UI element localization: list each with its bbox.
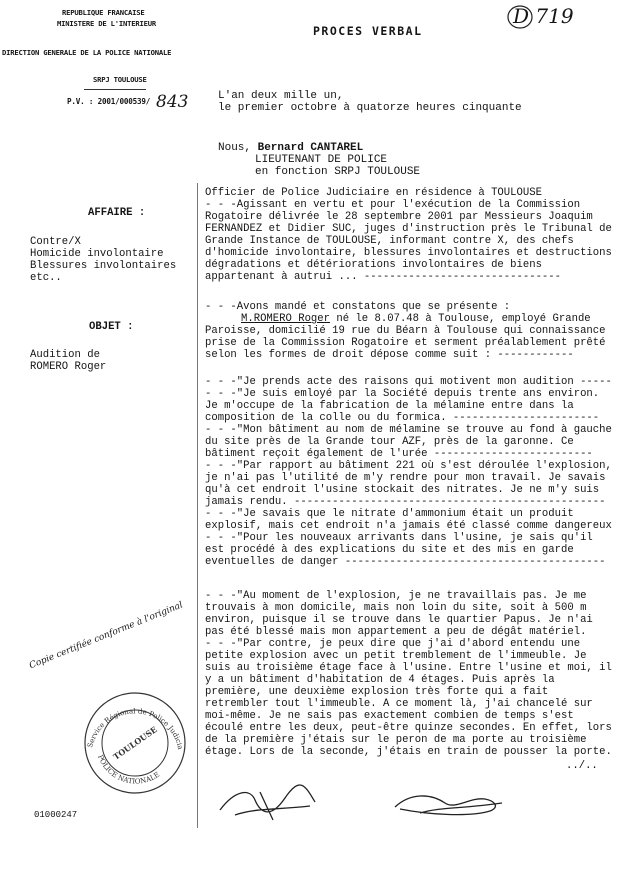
body-line: première, une deuxième explosion très forte qui a fait <box>205 686 549 698</box>
body-line: - - -"Pour les nouveaux arrivants dans l'usine, je sais qu'il <box>205 532 593 544</box>
body-line: Je m'occupe de la fabrication de la mélamine entre dans la <box>205 400 574 412</box>
body-line: prise de la Commission Rogatoire et serment préalablement prêté <box>205 337 606 349</box>
stamp-bottom-text: POLICE NATIONALE <box>96 753 162 786</box>
header-service: SRPJ TOULOUSE <box>93 75 147 84</box>
body-line: étage. Lors de la seconde, j'étais en train de pousser la porte. <box>205 746 612 758</box>
body-line: - - -"Mon bâtiment au nom de mélamine se trouve au fond à gauche <box>205 424 612 436</box>
document-title: PROCES VERBAL <box>313 24 423 38</box>
body-line: moi-même. Je ne sais pas exactement combien de temps s'est <box>205 710 574 722</box>
affaire-label: AFFAIRE : <box>88 207 146 219</box>
body-line: Officier de Police Judiciaire en résidence à TOULOUSE <box>205 187 542 199</box>
certified-copy-note: Copie certifiée conforme à l'original <box>28 600 185 672</box>
body-line: retrembler tout l'immeuble. A ce moment là, j'ai chancelé sur <box>205 698 593 710</box>
body-line: est procédé à des explications du site et des mis en garde <box>205 544 574 556</box>
body-line: - - -"Je savais que le nitrate d'ammonium était un produit <box>205 508 574 520</box>
body-line-witness <box>241 313 591 325</box>
objet-line: Audition de <box>30 349 100 361</box>
body-line: y a un bâtiment d'habitation de 4 étages. Puis après la <box>205 674 555 686</box>
body-line: pas été blessé mais mon appartement a peu de dégât matériel. <box>205 626 587 638</box>
signature-officer <box>390 785 510 825</box>
witness-name: M.ROMERO Roger <box>241 313 331 325</box>
affaire-line: Blessures involontaires <box>30 260 177 272</box>
police-stamp <box>77 682 190 798</box>
body-line: selon les formes de droit dépose comme suit : ------------ <box>205 349 574 361</box>
stamp-top-text: Service Régional de Police Judiciaire <box>77 682 185 751</box>
signature-witness <box>215 780 325 830</box>
body-line: - - -"Par rapport au bâtiment 221 où s'est déroulée l'explosion, <box>205 460 612 472</box>
opening-line-1: L'an deux mille un, <box>218 90 344 102</box>
witness-details: né le 8.07.48 à Toulouse, employé Grande <box>330 313 591 325</box>
officer-function: en fonction SRPJ TOULOUSE <box>255 166 421 178</box>
body-line: je n'ai pas l'utilité de m'y rendre pour mon travail. Je savais <box>205 472 606 484</box>
affaire-line: Homicide involontaire <box>30 248 164 260</box>
body-line: bâtiment reçoit également de l'urée ------------------------- <box>205 448 593 460</box>
body-line: - - -Avons mandé et constatons que se présente : <box>205 301 511 313</box>
body-line: appartenant à autrui ... ------------------------------- <box>205 271 562 283</box>
stamp-center-text: TOULOUSE <box>111 724 159 762</box>
body-line: - - -"Je suis emloyé par la Société depuis trente ans environ. <box>205 388 600 400</box>
body-line: petite explosion avec un petit tremblement de l'immeuble. Je <box>205 650 587 662</box>
affaire-line: etc.. <box>30 272 62 284</box>
body-line: - - -"Au moment de l'explosion, je ne travaillais pas. Je me <box>205 590 587 602</box>
body-line: - - -Agissant en vertu et pour l'exécution de la Commission <box>205 199 581 211</box>
body-line: trouvais à mon domicile, mais non loin du site, soit à 500 m <box>205 602 587 614</box>
header-republique: REPUBLIQUE FRANCAISE <box>62 8 145 17</box>
affaire-line: Contre/X <box>30 236 81 248</box>
body-line: - - -"Je prends acte des raisons qui motivent mon audition ----- <box>205 376 612 388</box>
body-line: suis au troisième étage face à l'usine. Entre l'usine et moi, il <box>205 662 612 674</box>
affaire-lines <box>30 236 176 284</box>
continued-marker: ../.. <box>566 760 598 772</box>
header-ministere: MINISTERE DE L'INTERIEUR <box>57 19 157 28</box>
body-line: - - -"Par contre, je peux dire que j'ai d'abord entendu une <box>205 638 581 650</box>
body-line: qu'à cet endroit l'usine stockait des nitrates. Je ne m'y suis <box>205 484 600 496</box>
opening-line-2: le premier octobre à quatorze heures cinquante <box>218 102 522 114</box>
officer-name: Bernard CANTAREL <box>257 142 364 154</box>
reference-handwritten: D 719 <box>513 4 574 28</box>
body-line: Grande Instance de TOULOUSE, informant contre X, des chefs <box>205 235 574 247</box>
body-line: environ, puisque il se trouve dans le quartier Papus. Je n'ai <box>205 614 593 626</box>
body-line: eventuelles de danger ----------------------------------------- <box>205 556 606 568</box>
pv-number: P.V. : 2001/000539/ <box>67 97 151 106</box>
document-number: 01000247 <box>34 810 78 820</box>
body-line: FERNANDEZ et Didier SUC, juges d'instruction près le Tribunal de <box>205 223 612 235</box>
objet-line: ROMERO Roger <box>30 361 107 373</box>
officer-rank: LIEUTENANT DE POLICE <box>255 154 388 166</box>
body-line: composition de la colle ou du formica. ----------------------- <box>205 412 600 424</box>
pv-handwritten-number: 843 <box>156 92 189 112</box>
body-line: de la première j'étais sur le peron de ma porte au troisième <box>205 734 587 746</box>
body-line: jamais rendu. ------------------------------------------------- <box>205 496 606 508</box>
officer-nous: Nous, <box>218 142 258 154</box>
body-line: écoulé entre les deux, peut-être quinze secondes. En effet, lors <box>205 722 612 734</box>
body-line: dégradations et détériorations involontaires de biens <box>205 259 542 271</box>
margin-divider <box>197 183 198 828</box>
body-line: du site près de la Grande tour AZF, près de la garonne. Ce <box>205 436 574 448</box>
service-underline <box>84 89 146 90</box>
officer-block <box>218 142 363 154</box>
objet-label: OBJET : <box>89 321 134 333</box>
header-direction: DIRECTION GENERALE DE LA POLICE NATIONALE <box>2 48 172 57</box>
body-line: d'homicide involontaire, blessures involontaires et destructions <box>205 247 612 259</box>
reference-circle <box>505 3 535 33</box>
objet-lines <box>30 349 106 373</box>
body-line: explosif, mais cet endroit n'a jamais été classé comme dangereux <box>205 520 612 532</box>
body-line: Rogatoire délivrée le 28 septembre 2001 par Messieurs Joaquim <box>205 211 593 223</box>
body-line: Paroisse, domicilié 19 rue du Béarn à Toulouse qui connaissance <box>205 325 606 337</box>
